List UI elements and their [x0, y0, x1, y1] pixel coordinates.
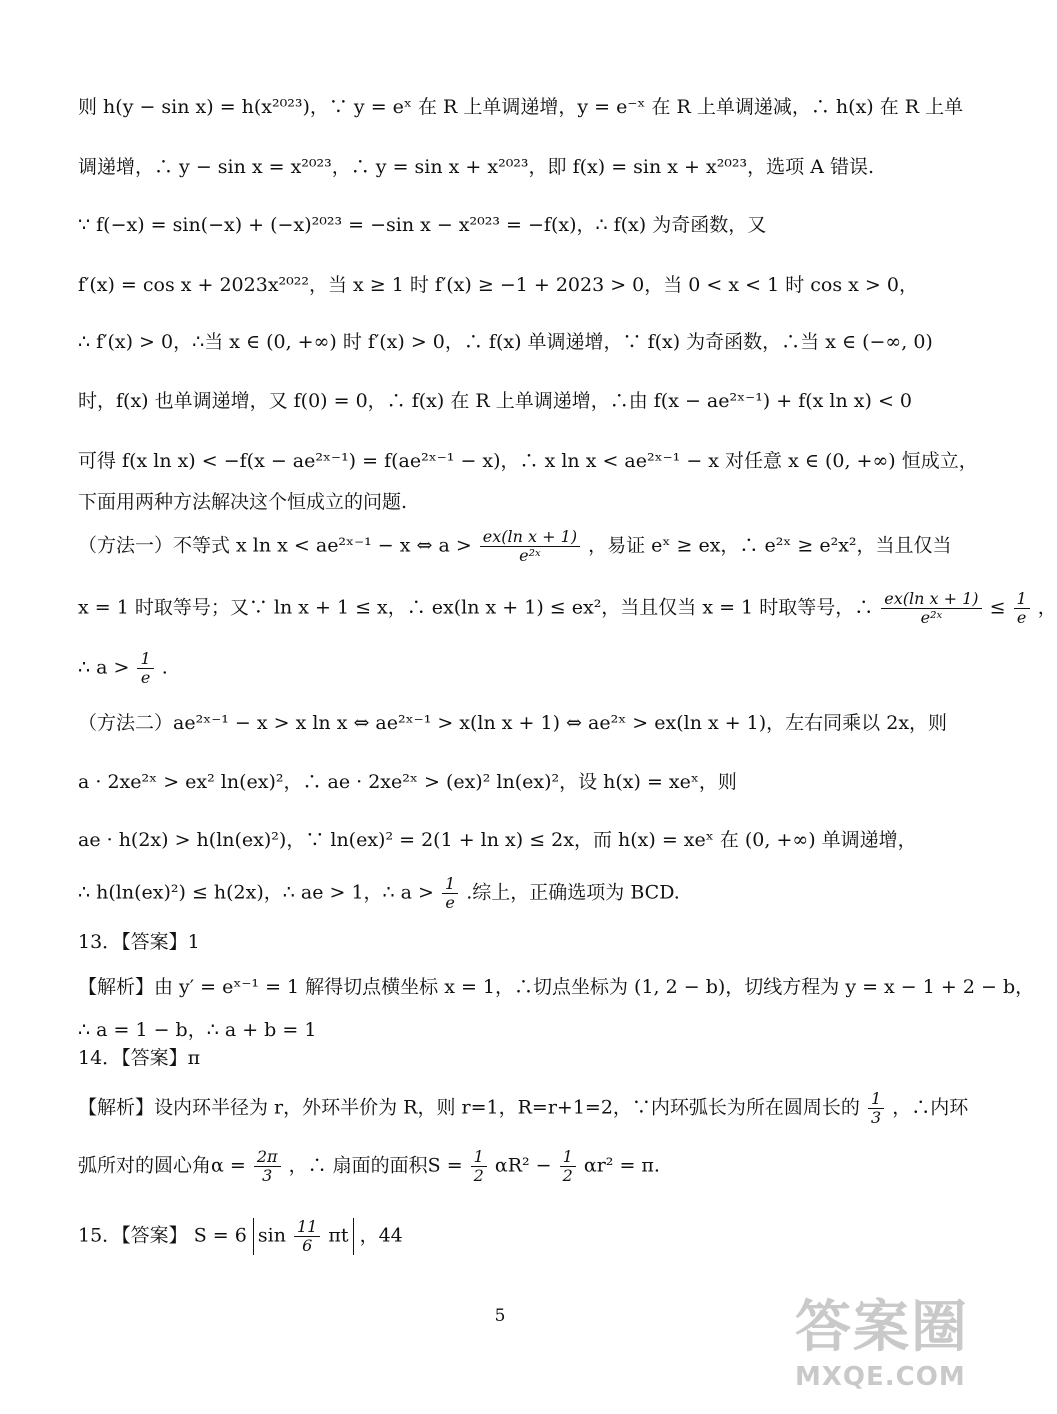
fraction-denominator: 2: [473, 1166, 484, 1185]
method2-line-3: ae · h(2x) > h(ln(ex)²)，∵ ln(ex)² = 2(1 + ln x) ≤ 2x，而 h(x) = xeˣ 在 (0, +∞) 单调递增，: [78, 829, 917, 851]
fraction-numerator: 1: [868, 1090, 884, 1109]
method1-text: .: [161, 656, 168, 679]
fraction: [560, 1148, 576, 1185]
fraction-numerator: ex(ln x + 1): [480, 528, 580, 547]
fraction: [1014, 590, 1030, 627]
fraction-numerator: 1: [137, 650, 153, 669]
q14-text: ，∴ 扇面的面积S =: [288, 1154, 463, 1177]
fraction-numerator: 1: [1014, 590, 1030, 609]
method2-text: .综上，正确选项为 BCD.: [466, 881, 680, 904]
q14-answer: 14．【答案】π: [78, 1047, 201, 1069]
q15-text: 15．【答案】 S = 6: [78, 1224, 247, 1247]
text-line-3: ∵ f(−x) = sin(−x) + (−x)²⁰²³ = −sin x − x²⁰²³ = −f(x)，∴ f(x) 为奇函数，又: [78, 214, 767, 236]
fraction: [294, 1218, 320, 1255]
method1-text: ≤: [989, 596, 1006, 619]
method1-text: x = 1 时取等号；又∵ ln x + 1 ≤ x，∴ ex(ln x + 1) ≤ ex²，当且仅当 x = 1 时取等号，∴: [78, 596, 874, 619]
fraction: [480, 528, 580, 565]
q14-text: 弧所对的圆心角α =: [78, 1154, 246, 1177]
method1-text: ∴ a >: [78, 656, 130, 679]
q15-answer: [78, 1218, 940, 1255]
method1-text: ，易证 eˣ ≥ ex，∴ e²ˣ ≥ e²x²，当且仅当: [588, 534, 952, 557]
q13-answer: 13．【答案】1: [78, 931, 200, 953]
fraction-denominator: e: [445, 893, 455, 912]
text-line-1: 则 h(y − sin x) = h(x²⁰²³)，∵ y = eˣ 在 R 上单调递增，y = e⁻ˣ 在 R 上单调递减，∴ h(x) 在 R 上单: [78, 96, 964, 118]
fraction-numerator: 1: [471, 1148, 487, 1167]
fraction-numerator: 11: [294, 1218, 320, 1237]
fraction: [868, 1090, 884, 1127]
method1-text: （方法一）不等式 x ln x < ae²ˣ⁻¹ − x ⇔ a >: [78, 534, 472, 557]
method1-line-2: [78, 589, 1057, 627]
method1-line-1: [78, 527, 952, 565]
q14-text: ，∴内环: [892, 1096, 969, 1119]
q14-text: αR² −: [494, 1154, 552, 1177]
fraction: [442, 875, 458, 912]
fraction-numerator: 1: [560, 1148, 576, 1167]
watermark-logo: [795, 1296, 990, 1406]
text-line-6: 时，f(x) 也单调递增，又 f(0) = 0，∴ f(x) 在 R 上单调递增，∴由 f(x − ae²ˣ⁻¹) + f(x ln x) < 0: [78, 390, 912, 412]
fraction-numerator: 2π: [254, 1148, 281, 1167]
page-number: 5: [494, 1306, 506, 1326]
fraction: [137, 650, 153, 687]
fraction-denominator: 3: [870, 1108, 882, 1127]
method2-line-2: a · 2xe²ˣ > ex² ln(ex)²，∴ ae · 2xe²ˣ > (ex)² ln(ex)²，设 h(x) = xeˣ，则: [78, 771, 737, 793]
q13-analysis-1: 【解析】由 y′ = eˣ⁻¹ = 1 解得切点横坐标 x = 1，∴切点坐标为 (1, 2 − b)，切线方程为 y = x − 1 + 2 − b，: [78, 976, 1035, 998]
q14-text: 【解析】设内环半径为 r，外环半价为 R，则 r=1，R=r+1=2，∵内环弧长为所在圆周长的: [78, 1096, 860, 1119]
fraction: [254, 1148, 281, 1185]
method2-text: ∴ h(ln(ex)²) ≤ h(2x)，∴ ae > 1，∴ a >: [78, 881, 434, 904]
watermark-bottom: MXQE.COM: [795, 1362, 966, 1392]
fraction-denominator: e: [140, 668, 151, 687]
method1-text: ，: [1037, 596, 1057, 619]
text-line-4: f′(x) = cos x + 2023x²⁰²²，当 x ≥ 1 时 f′(x) ≥ −1 + 2023 > 0，当 0 < x < 1 时 cos x > 0，: [78, 274, 918, 296]
q14-analysis-1: [78, 1089, 969, 1127]
method2-line-1: （方法二）ae²ˣ⁻¹ − x > x ln x ⇔ ae²ˣ⁻¹ > x(ln x + 1) ⇔ ae²ˣ > ex(ln x + 1)，左右同乘以 2x，则: [78, 712, 948, 734]
fraction-numerator: 1: [442, 875, 458, 894]
fraction-denominator: 6: [302, 1236, 313, 1255]
fraction: [471, 1148, 487, 1185]
watermark-top: 答案圈: [795, 1295, 969, 1360]
fraction: [881, 590, 981, 627]
fraction-denominator: e²ˣ: [519, 546, 541, 565]
fraction-denominator: 2: [562, 1166, 573, 1185]
text-line-2: 调递增，∴ y − sin x = x²⁰²³，∴ y = sin x + x²⁰²³，即 f(x) = sin x + x²⁰²³，选项 A 错误.: [78, 156, 874, 178]
q15-text: πt: [328, 1224, 349, 1247]
text-line-7: 可得 f(x ln x) < −f(x − ae²ˣ⁻¹) = f(ae²ˣ⁻¹ − x)，∴ x ln x < ae²ˣ⁻¹ − x 对任意 x ∈ (0, +∞) 恒成立，: [78, 450, 978, 472]
absolute-value: [253, 1218, 354, 1255]
fraction-denominator: e²ˣ: [920, 608, 943, 627]
fraction-denominator: e: [1016, 608, 1027, 627]
q13-analysis-2: ∴ a = 1 − b，∴ a + b = 1: [78, 1019, 317, 1041]
q15-text: ，44: [359, 1224, 403, 1247]
text-line-5: ∴ f′(x) > 0，∴当 x ∈ (0, +∞) 时 f′(x) > 0，∴ f(x) 单调递增，∵ f(x) 为奇函数，∴当 x ∈ (−∞, 0): [78, 331, 933, 353]
fraction-numerator: ex(ln x + 1): [881, 590, 981, 609]
q15-text: sin: [257, 1224, 286, 1247]
text-line-8: 下面用两种方法解决这个恒成立的问题.: [78, 491, 408, 513]
method2-line-4: [78, 875, 940, 912]
q14-analysis-2: [78, 1148, 940, 1185]
q14-text: αr² = π.: [583, 1154, 660, 1177]
method1-line-3: [78, 650, 940, 687]
fraction-denominator: 3: [262, 1166, 273, 1185]
